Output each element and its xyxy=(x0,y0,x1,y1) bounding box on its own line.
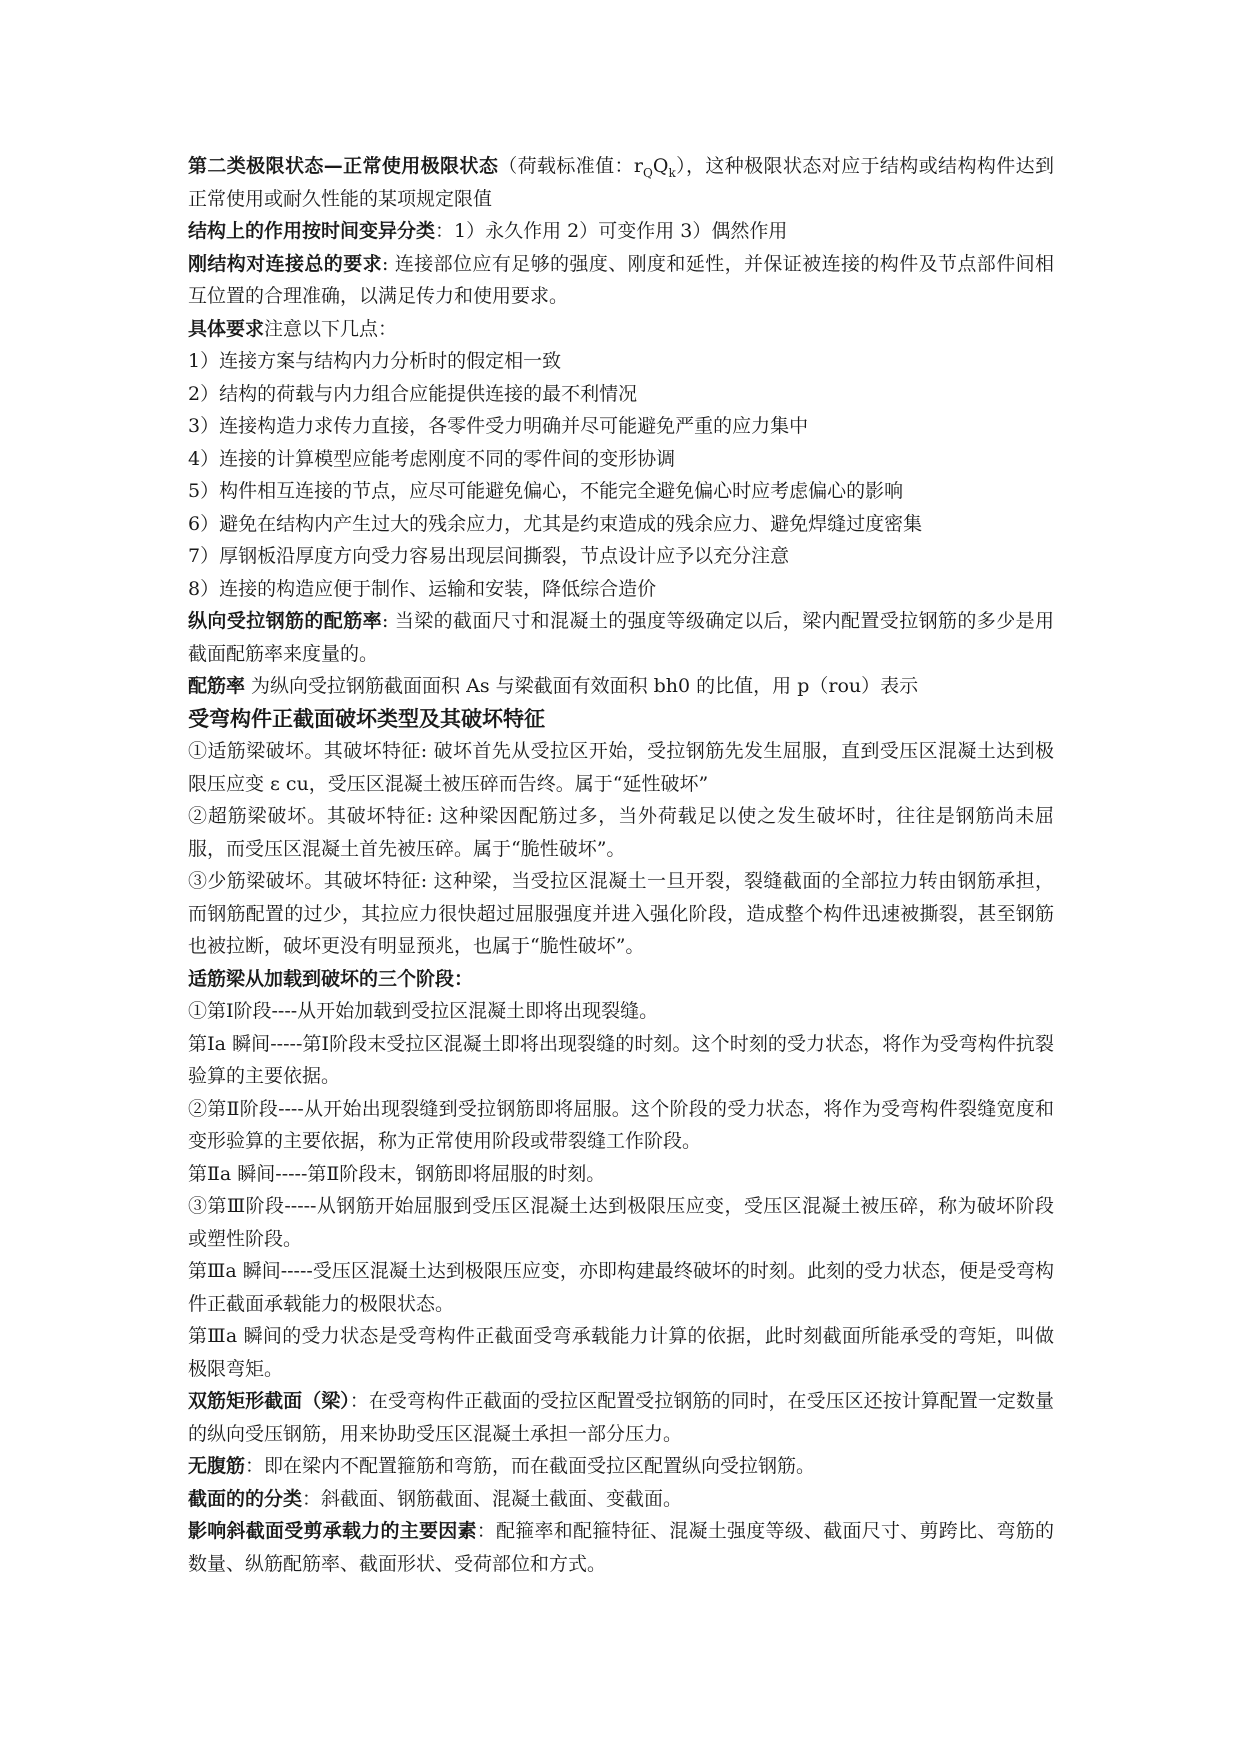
subscript: Q xyxy=(643,165,653,180)
list-item: 3）连接构造力求传力直接，各零件受力明确并尽可能避免严重的应力集中 xyxy=(188,415,809,437)
term: 无腹筋 xyxy=(188,1455,246,1477)
stage-item: 第Ⅲa 瞬间-----受压区混凝土达到极限压应变，亦即构建最终破坏的时刻。此刻的受力状态，便是受弯构件正截面承载能力的极限状态。 xyxy=(188,1260,1054,1315)
paragraph-section-classes xyxy=(188,1483,1054,1516)
paragraph-specific-requirements xyxy=(188,313,1054,346)
stage-item: 第Ⅱa 瞬间-----第Ⅱ阶段末，钢筋即将屈服的时刻。 xyxy=(188,1162,606,1185)
failure-type-item: ①适筋梁破坏。其破坏特征: 破坏首先从受拉区开始，受拉钢筋先发生屈服，直到受压区混凝土达到极限压应变 ε cu，受压区混凝土被压碎而告终。属于“延性破坏” xyxy=(188,740,1054,795)
paragraph-no-web xyxy=(188,1450,1054,1483)
term: 刚结构对连接总的要求 xyxy=(188,252,382,275)
subscript: k xyxy=(668,165,676,180)
list-item: 1）连接方案与结构内力分析时的假定相一致 xyxy=(188,350,562,372)
paragraph-action-classification xyxy=(188,215,1054,248)
document-page xyxy=(188,150,1054,1580)
term: 结构上的作用按时间变异分类 xyxy=(188,220,436,242)
paragraph-double-reinforced xyxy=(188,1385,1054,1450)
list-item: 8）连接的构造应便于制作、运输和安装，降低综合造价 xyxy=(188,577,657,600)
stage-item: ③第Ⅲ阶段-----从钢筋开始屈服到受压区混凝土达到极限压应变，受压区混凝土被压碎，称为破坏阶段或塑性阶段。 xyxy=(188,1195,1054,1250)
term: 配筋率 xyxy=(188,675,246,697)
text: : 连接部位应有足够的强度、刚度和延性，并保证被连接的构件及节点部件间相互位置的合理准确，以满足传力和使用要求。 xyxy=(188,252,1054,307)
section-heading: 受弯构件正截面破坏类型及其破坏特征 xyxy=(188,706,545,731)
text: ：在受弯构件正截面的受拉区配置受拉钢筋的同时，在受压区还按计算配置一定数量的纵向受压钢筋，用来协助受压区混凝土承担一部分压力。 xyxy=(188,1390,1054,1445)
failure-type-item: ②超筋梁破坏。其破坏特征: 这种梁因配筋过多，当外荷载足以使之发生破坏时，往往是钢筋尚未屈服，而受压区混凝土首先被压碎。属于“脆性破坏”。 xyxy=(188,805,1054,860)
text: Q xyxy=(652,155,669,177)
paragraph-shear-factors xyxy=(188,1515,1054,1580)
stage-item: ②第Ⅱ阶段----从开始出现裂缝到受拉钢筋即将屈服。这个阶段的受力状态，将作为受弯构件裂缝宽度和变形验算的主要依据，称为正常使用阶段或带裂缝工作阶段。 xyxy=(188,1097,1054,1152)
text: （荷载标准值：r xyxy=(498,155,644,177)
term: 纵向受拉钢筋的配筋率 xyxy=(188,610,382,632)
failure-type-item: ③少筋梁破坏。其破坏特征: 这种梁，当受拉区混凝土一旦开裂，裂缝截面的全部拉力转由钢筋承担，而钢筋配置的过少，其拉应力很快超过屈服强度并进入强化阶段，造成整个构件迅速被撕裂，甚至钢筋也被拉断，破坏更没有明显预兆，也属于“脆性破坏”。 xyxy=(188,870,1054,957)
text: 注意以下几点： xyxy=(264,317,398,340)
text: 为纵向受拉钢筋截面面积 As 与梁截面有效面积 bh0 的比值，用 p（rou）表示 xyxy=(245,675,919,697)
paragraph-ratio-definition xyxy=(188,670,1054,703)
paragraph-reinforcement-ratio xyxy=(188,605,1054,670)
text: : 当梁的截面尺寸和混凝土的强度等级确定以后，梁内配置受拉钢筋的多少是用截面配筋率来度量的。 xyxy=(188,610,1054,665)
term: 具体要求 xyxy=(188,317,265,340)
text: ），这种极限状态对应于结构或结构构件达到正常使用或耐久性能的某项规定限值 xyxy=(188,155,1054,210)
text: ：即在梁内不配置箍筋和弯筋，而在截面受拉区配置纵向受拉钢筋。 xyxy=(245,1455,816,1477)
term: 第二类极限状态—正常使用极限状态 xyxy=(188,155,499,177)
stage-item: 第Ⅲa 瞬间的受力状态是受弯构件正截面受弯承载能力计算的依据，此时刻截面所能承受的弯矩，叫做极限弯矩。 xyxy=(188,1325,1054,1380)
paragraph-limit-state xyxy=(188,150,1054,215)
text: ：1）永久作用 2）可变作用 3）偶然作用 xyxy=(435,220,788,242)
paragraph-connection-requirement xyxy=(188,248,1054,313)
list-item: 7）厚钢板沿厚度方向受力容易出现层间撕裂，节点设计应予以充分注意 xyxy=(188,545,790,567)
list-item: 4）连接的计算模型应能考虑刚度不同的零件间的变形协调 xyxy=(188,447,676,470)
list-item: 2）结构的荷载与内力组合应能提供连接的最不利情况 xyxy=(188,382,638,405)
term: 双筋矩形截面（梁） xyxy=(188,1390,350,1412)
text: ：配箍率和配箍特征、混凝土强度等级、截面尺寸、剪跨比、弯筋的数量、纵筋配筋率、截面形状、受荷部位和方式。 xyxy=(188,1520,1054,1575)
term: 影响斜截面受剪承载力的主要因素 xyxy=(188,1520,477,1542)
text: ：斜截面、钢筋截面、混凝土截面、变截面。 xyxy=(302,1487,683,1510)
list-item: 6）避免在结构内产生过大的残余应力，尤其是约束造成的残余应力、避免焊缝过度密集 xyxy=(188,512,923,535)
list-item: 5）构件相互连接的节点，应尽可能避免偏心，不能完全避免偏心时应考虑偏心的影响 xyxy=(188,480,904,502)
section-heading: 适筋梁从加载到破坏的三个阶段： xyxy=(188,967,474,990)
stage-item: 第Ⅰa 瞬间-----第Ⅰ阶段末受拉区混凝土即将出现裂缝的时刻。这个时刻的受力状态，将作为受弯构件抗裂验算的主要依据。 xyxy=(188,1032,1054,1087)
stage-item: ①第Ⅰ阶段----从开始加载到受拉区混凝土即将出现裂缝。 xyxy=(188,1000,659,1022)
term: 截面的的分类 xyxy=(188,1487,303,1510)
